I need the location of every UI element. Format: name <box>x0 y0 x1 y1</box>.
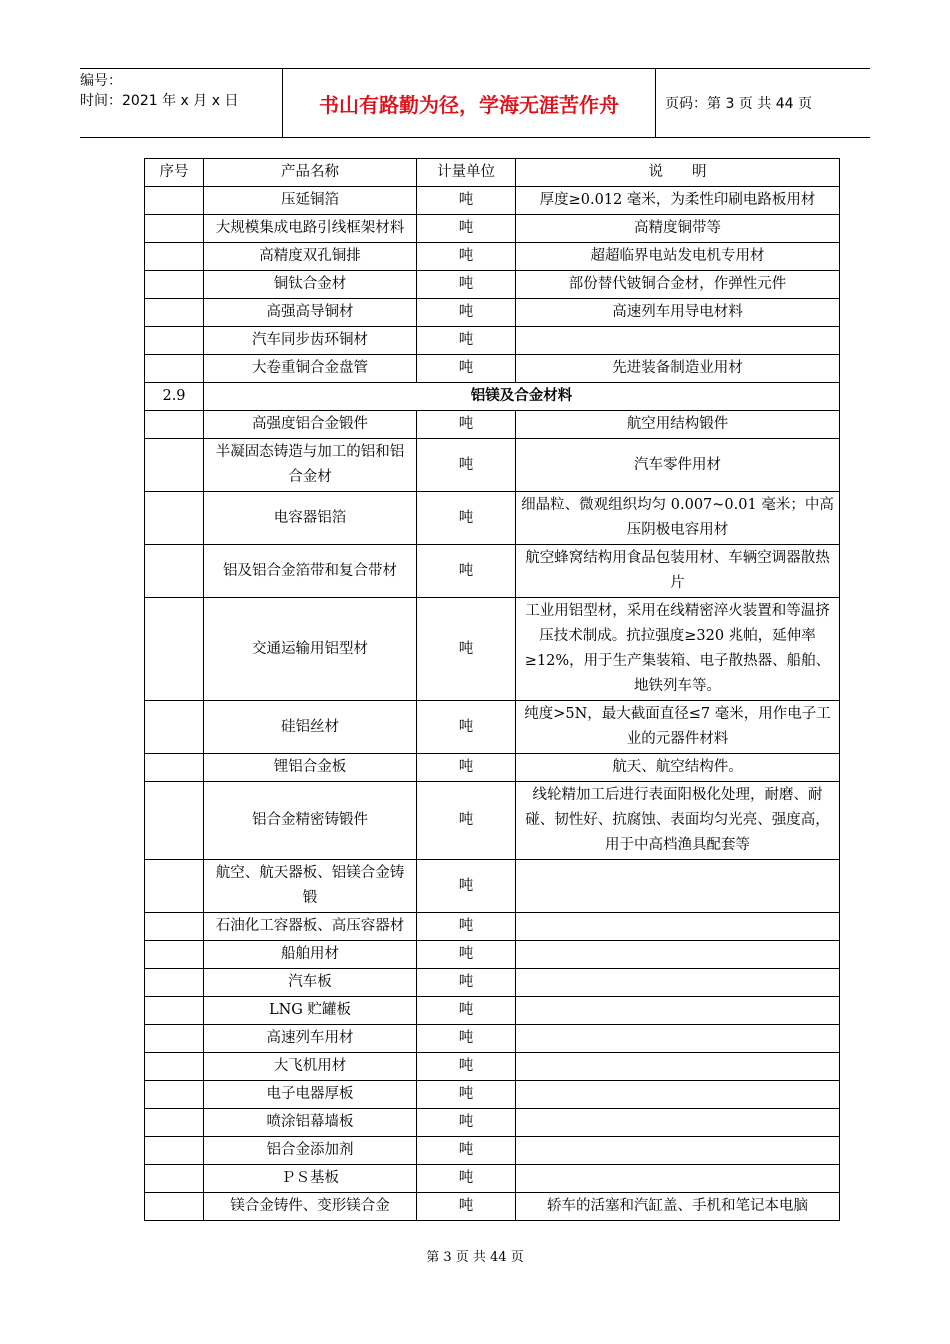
cell-name: 大卷重铜合金盘管 <box>204 355 417 383</box>
cell-seq <box>145 860 204 913</box>
table-row <box>145 754 840 782</box>
cell-name: ＰＳ基板 <box>204 1165 417 1193</box>
cell-desc: 纯度>5N，最大截面直径≤7 毫米，用作电子工业的元器件材料 <box>516 701 840 754</box>
cell-name: 交通运输用铝型材 <box>204 598 417 701</box>
cell-seq <box>145 1081 204 1109</box>
table-row <box>145 913 840 941</box>
cell-unit: 吨 <box>417 187 516 215</box>
cell-name: 铝合金精密铸锻件 <box>204 782 417 860</box>
cell-seq <box>145 355 204 383</box>
cell-name: 铜钛合金材 <box>204 271 417 299</box>
header-unit: 计量单位 <box>417 159 516 187</box>
header-desc: 说 明 <box>516 159 840 187</box>
cell-desc: 超超临界电站发电机专用材 <box>516 243 840 271</box>
table-row <box>145 782 840 860</box>
cell-desc: 汽车零件用材 <box>516 439 840 492</box>
cell-seq <box>145 941 204 969</box>
cell-unit: 吨 <box>417 1165 516 1193</box>
cell-unit: 吨 <box>417 1193 516 1221</box>
table-row <box>145 355 840 383</box>
table-row <box>145 187 840 215</box>
cell-unit: 吨 <box>417 299 516 327</box>
cell-unit: 吨 <box>417 492 516 545</box>
table-row <box>145 860 840 913</box>
cell-desc: 工业用铝型材，采用在线精密淬火装置和等温挤压技术制成。抗拉强度≥320 兆帕，延伸率≥12%，用于生产集装箱、电子散热器、船舶、地铁列车等。 <box>516 598 840 701</box>
cell-unit: 吨 <box>417 215 516 243</box>
cell-desc <box>516 1081 840 1109</box>
table-row <box>145 411 840 439</box>
table-header-row <box>145 159 840 187</box>
cell-unit: 吨 <box>417 1137 516 1165</box>
cell-desc <box>516 1165 840 1193</box>
cell-name: 半凝固态铸造与加工的铝和铝合金材 <box>204 439 417 492</box>
table-row <box>145 969 840 997</box>
cell-name: 石油化工容器板、高压容器材 <box>204 913 417 941</box>
cell-seq <box>145 1137 204 1165</box>
table-row <box>145 545 840 598</box>
cell-seq <box>145 215 204 243</box>
cell-desc <box>516 997 840 1025</box>
cell-unit: 吨 <box>417 439 516 492</box>
cell-name: 锂铝合金板 <box>204 754 417 782</box>
cell-desc: 航空蜂窝结构用食品包装用材、车辆空调器散热片 <box>516 545 840 598</box>
cell-unit: 吨 <box>417 913 516 941</box>
cell-seq <box>145 782 204 860</box>
table-group-row <box>145 383 840 411</box>
table-row <box>145 492 840 545</box>
cell-desc: 航空用结构锻件 <box>516 411 840 439</box>
table-row <box>145 1137 840 1165</box>
cell-name: LNG 贮罐板 <box>204 997 417 1025</box>
cell-unit: 吨 <box>417 598 516 701</box>
cell-desc: 高精度铜带等 <box>516 215 840 243</box>
cell-desc <box>516 1137 840 1165</box>
cell-unit: 吨 <box>417 754 516 782</box>
cell-unit: 吨 <box>417 1081 516 1109</box>
cell-desc: 厚度≥0.012 毫米，为柔性印刷电路板用材 <box>516 187 840 215</box>
cell-desc <box>516 1109 840 1137</box>
cell-seq <box>145 1193 204 1221</box>
table-row <box>145 941 840 969</box>
cell-seq <box>145 1109 204 1137</box>
cell-seq <box>145 187 204 215</box>
cell-seq <box>145 598 204 701</box>
cell-desc: 高速列车用导电材料 <box>516 299 840 327</box>
cell-unit: 吨 <box>417 545 516 598</box>
table-row <box>145 1081 840 1109</box>
header-slogan: 书山有路勤为径，学海无涯苦作舟 <box>283 69 656 137</box>
cell-seq <box>145 492 204 545</box>
cell-unit: 吨 <box>417 997 516 1025</box>
cell-unit: 吨 <box>417 782 516 860</box>
cell-name: 高速列车用材 <box>204 1025 417 1053</box>
cell-unit: 吨 <box>417 327 516 355</box>
cell-unit: 吨 <box>417 969 516 997</box>
cell-seq <box>145 327 204 355</box>
cell-seq <box>145 701 204 754</box>
cell-desc: 轿车的活塞和汽缸盖、手机和笔记本电脑 <box>516 1193 840 1221</box>
cell-seq <box>145 913 204 941</box>
cell-unit: 吨 <box>417 1025 516 1053</box>
header-meta <box>80 69 283 137</box>
table-row <box>145 215 840 243</box>
cell-unit: 吨 <box>417 355 516 383</box>
table-row <box>145 271 840 299</box>
cell-name: 汽车同步齿环铜材 <box>204 327 417 355</box>
cell-group-title: 铝镁及合金材料 <box>204 383 840 411</box>
cell-seq <box>145 299 204 327</box>
cell-desc: 细晶粒、微观组织均匀 0.007~0.01 毫米；中高压阴极电容用材 <box>516 492 840 545</box>
table-row <box>145 1193 840 1221</box>
cell-seq <box>145 243 204 271</box>
cell-name: 高强高导铜材 <box>204 299 417 327</box>
table-row <box>145 327 840 355</box>
cell-name: 压延铜箔 <box>204 187 417 215</box>
cell-desc: 线轮精加工后进行表面阳极化处理，耐磨、耐碰、韧性好、抗腐蚀、表面均匀光亮、强度高，用于中高档渔具配套等 <box>516 782 840 860</box>
cell-name: 铝及铝合金箔带和复合带材 <box>204 545 417 598</box>
table-row <box>145 243 840 271</box>
cell-desc <box>516 327 840 355</box>
cell-desc <box>516 941 840 969</box>
cell-desc <box>516 1025 840 1053</box>
cell-name: 大飞机用材 <box>204 1053 417 1081</box>
cell-desc <box>516 860 840 913</box>
cell-desc <box>516 969 840 997</box>
cell-name: 铝合金添加剂 <box>204 1137 417 1165</box>
table-body <box>145 187 840 1221</box>
cell-name: 大规模集成电路引线框架材料 <box>204 215 417 243</box>
page-header <box>80 68 870 138</box>
cell-desc: 航天、航空结构件。 <box>516 754 840 782</box>
cell-name: 高强度铝合金锻件 <box>204 411 417 439</box>
cell-seq: 2.9 <box>145 383 204 411</box>
cell-name: 电容器铝箔 <box>204 492 417 545</box>
cell-seq <box>145 1025 204 1053</box>
table-row <box>145 997 840 1025</box>
cell-seq <box>145 754 204 782</box>
cell-unit: 吨 <box>417 941 516 969</box>
cell-name: 硅铝丝材 <box>204 701 417 754</box>
cell-desc: 先进装备制造业用材 <box>516 355 840 383</box>
cell-name: 汽车板 <box>204 969 417 997</box>
cell-unit: 吨 <box>417 1053 516 1081</box>
table-row <box>145 1109 840 1137</box>
cell-seq <box>145 997 204 1025</box>
cell-unit: 吨 <box>417 411 516 439</box>
cell-name: 航空、航天器板、铝镁合金铸锻 <box>204 860 417 913</box>
cell-desc <box>516 913 840 941</box>
cell-seq <box>145 271 204 299</box>
cell-desc <box>516 1053 840 1081</box>
page-footer: 第 3 页 共 44 页 <box>426 1250 524 1265</box>
table-row <box>145 701 840 754</box>
header-name: 产品名称 <box>204 159 417 187</box>
cell-name: 高精度双孔铜排 <box>204 243 417 271</box>
header-page-label: 页码：第 3 页 共 44 页 <box>665 96 812 112</box>
time-label: 时间：2021 年 x 月 x 日 <box>80 93 239 109</box>
cell-unit: 吨 <box>417 271 516 299</box>
cell-unit: 吨 <box>417 1109 516 1137</box>
cell-seq <box>145 545 204 598</box>
table-row <box>145 1025 840 1053</box>
header-seq: 序号 <box>145 159 204 187</box>
table-row <box>145 439 840 492</box>
product-table <box>144 158 840 1221</box>
cell-seq <box>145 411 204 439</box>
cell-name: 船舶用材 <box>204 941 417 969</box>
table-row <box>145 1165 840 1193</box>
cell-name: 喷涂铝幕墙板 <box>204 1109 417 1137</box>
cell-unit: 吨 <box>417 243 516 271</box>
cell-name: 镁合金铸件、变形镁合金 <box>204 1193 417 1221</box>
cell-seq <box>145 1165 204 1193</box>
cell-seq <box>145 1053 204 1081</box>
table-row <box>145 1053 840 1081</box>
cell-desc: 部份替代铍铜合金材，作弹性元件 <box>516 271 840 299</box>
cell-seq <box>145 439 204 492</box>
table-row <box>145 299 840 327</box>
cell-unit: 吨 <box>417 701 516 754</box>
table-row <box>145 598 840 701</box>
cell-unit: 吨 <box>417 860 516 913</box>
cell-name: 电子电器厚板 <box>204 1081 417 1109</box>
code-label: 编号： <box>80 73 122 89</box>
cell-seq <box>145 969 204 997</box>
